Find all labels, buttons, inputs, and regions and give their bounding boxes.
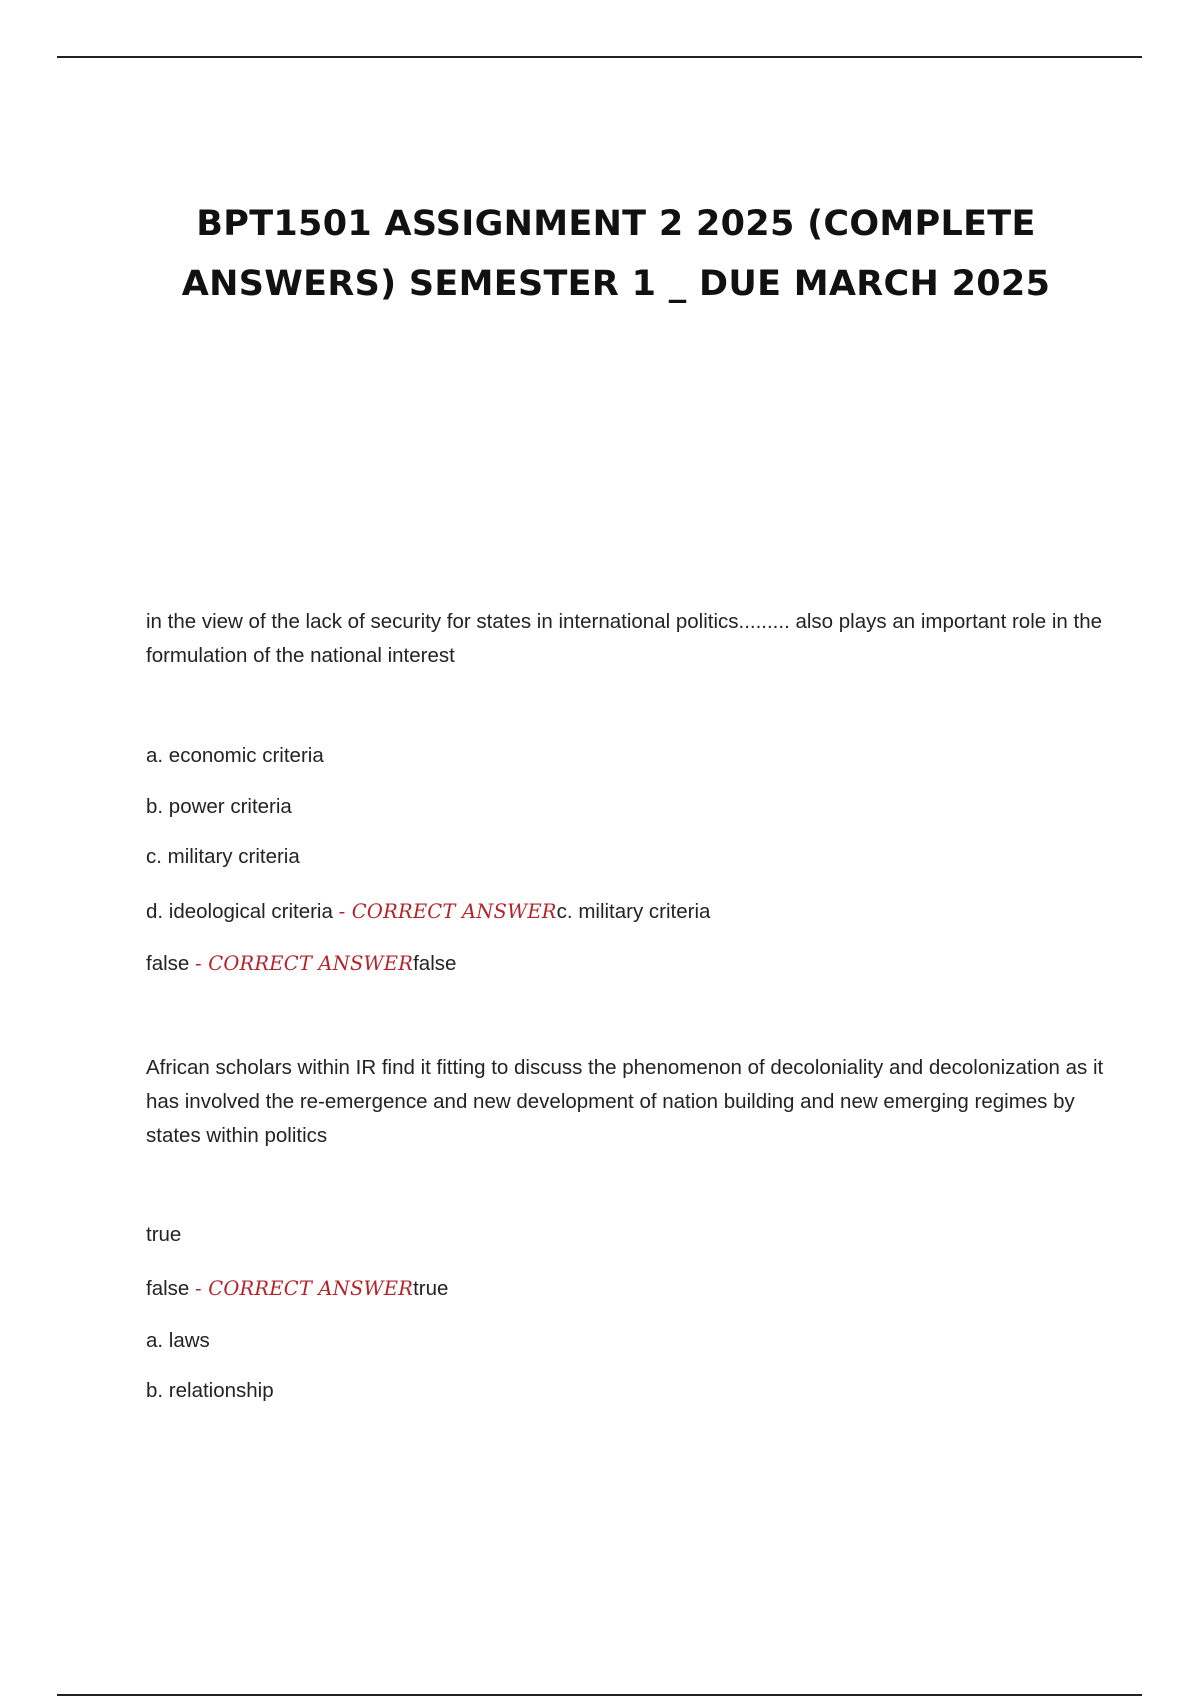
question-1-option-b: b. power criteria [146, 795, 292, 818]
question-3-option-b: b. relationship [146, 1379, 274, 1402]
correct-answer-marker [195, 1277, 413, 1300]
standalone-label: false [146, 952, 190, 975]
correct-answer-marker [195, 952, 413, 975]
question-1-option-d-row [146, 897, 710, 927]
marker-dash: - [195, 1277, 209, 1300]
question-1-option-a: a. economic criteria [146, 744, 324, 767]
correct-answer-marker [339, 900, 557, 923]
question-1-option-d: d. ideological criteria [146, 900, 333, 923]
title-line-2: ANSWERS) SEMESTER 1 _ DUE MARCH 2025 [181, 264, 1051, 304]
question-2-answer: true [413, 1277, 449, 1300]
question-2-option-false: false [146, 1277, 190, 1300]
marker-label: CORRECT ANSWER [208, 1277, 414, 1300]
header-rule [57, 56, 1142, 58]
question-2-text: African scholars within IR find it fitting to discuss the phenomenon of decoloniality and decolonization as it has involved the re-emergence and new development of nation building and new emerging regimes by states within politics [146, 1056, 1104, 1147]
question-2-answer-row [146, 1274, 448, 1304]
footer-rule [57, 1694, 1142, 1696]
title-line-1: BPT1501 ASSIGNMENT 2 2025 (COMPLETE [196, 204, 1036, 244]
marker-label: CORRECT ANSWER [351, 900, 557, 923]
marker-dash: - [195, 952, 209, 975]
question-1-text: in the view of the lack of security for states in international politics......... also plays an important role in the formulation of the national interest [146, 610, 1102, 667]
standalone-answer-row [146, 949, 456, 979]
document-title [100, 194, 1132, 314]
question-3-option-a: a. laws [146, 1329, 210, 1352]
standalone-answer: false [413, 952, 457, 975]
question-1-option-c: c. military criteria [146, 845, 300, 868]
marker-dash: - [338, 900, 352, 923]
question-1-answer: c. military criteria [556, 900, 711, 923]
question-2-option-true: true [146, 1223, 182, 1246]
marker-label: CORRECT ANSWER [208, 952, 414, 975]
